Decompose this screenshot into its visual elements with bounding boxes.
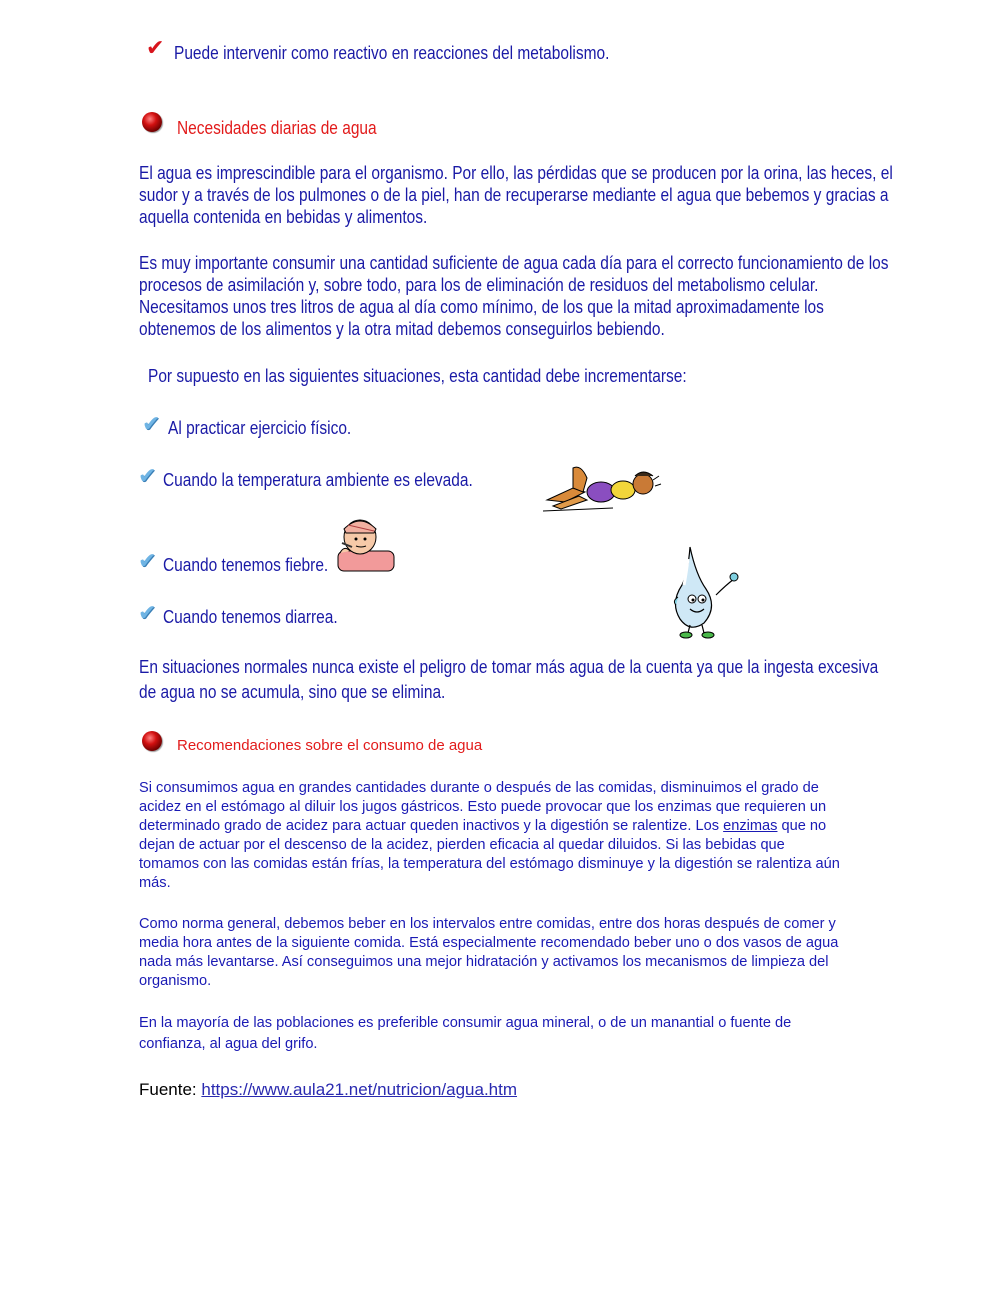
section2-paragraph-2 [139, 915, 929, 991]
text-line: procesos de asimilación y, sobre todo, para los de eliminación de residuos del metabolismo celular. [139, 275, 819, 295]
text-line: obtenemos de los alimentos y la otra mitad debemos conseguirlos bebiendo. [139, 319, 665, 339]
water-drop-illustration [672, 545, 744, 639]
source-link[interactable]: https://www.aula21.net/nutricion/agua.htm [201, 1080, 518, 1099]
situation-item: Cuando tenemos diarrea. [163, 607, 338, 627]
situation-item: Cuando la temperatura ambiente es elevada. [163, 470, 473, 490]
situation-item: Cuando tenemos fiebre. [163, 555, 329, 575]
section1-heading: Necesidades diarias de agua [177, 118, 377, 138]
text-line: Necesitamos unos tres litros de agua al día como mínimo, de los que la mitad aproximadamente los [139, 297, 824, 317]
source-line [139, 1080, 517, 1100]
red-bullet-icon [142, 112, 162, 132]
enzimas-link[interactable]: enzimas [723, 818, 778, 834]
blue-check-icon: ✔ [138, 601, 157, 626]
person-lying-illustration [543, 462, 663, 512]
text-line: aquella contenida en bebidas y alimentos. [139, 207, 428, 227]
sick-person-illustration [334, 515, 398, 573]
text-line: En la mayoría de las poblaciones es preferible consumir agua mineral, o de un manantial o fuente de [139, 1015, 792, 1031]
blue-check-icon: ✔ [138, 464, 157, 489]
text-line: organismo. [139, 973, 212, 989]
section2-heading: Recomendaciones sobre el consumo de agua [177, 737, 483, 754]
section2-paragraph-1 [139, 779, 929, 893]
situation-item: Al practicar ejercicio físico. [168, 418, 352, 438]
text-line: dejan de actuar por el descenso de la acidez, pierden eficacia al quedar diluidos. Si las bebidas que [139, 837, 785, 853]
text-line: más. [139, 875, 171, 891]
red-check-icon: ✔ [146, 36, 165, 61]
text-line [139, 817, 929, 836]
section2-paragraph-3 [139, 1013, 929, 1055]
text-line: tomamos con las comidas están frías, la temperatura del estómago disminuye y la digestión se ralentiza aún [139, 856, 840, 872]
text-line: Si consumimos agua en grandes cantidades durante o después de las comidas, disminuimos el grado de [139, 780, 819, 796]
red-bullet-icon [142, 731, 162, 751]
text-line: Como norma general, debemos beber en los intervalos entre comidas, entre dos horas después de comer y [139, 916, 836, 932]
situations-intro: Por supuesto en las siguientes situaciones, esta cantidad debe incrementarse: [148, 366, 687, 386]
text-line: media hora antes de la siguiente comida. Está especialmente recomendado beber uno o dos vasos de agua [139, 935, 839, 951]
text-line: En situaciones normales nunca existe el peligro de tomar más agua de la cuenta ya que la ingesta excesiva [139, 657, 879, 677]
section1-paragraph-1 [139, 162, 922, 228]
text-line: nada más levantarse. Así conseguimos una mejor hidratación y activamos los mecanismos de limpieza del [139, 954, 829, 970]
section1-paragraph-2 [139, 252, 922, 340]
intro-item-text: Puede intervenir como reactivo en reacciones del metabolismo. [174, 43, 610, 63]
text-line: acidez en el estómago al diluir los jugos gástricos. Esto puede provocar que los enzimas que requieren un [139, 799, 827, 815]
text-fragment: que no [777, 818, 827, 834]
section1-paragraph-3 [139, 655, 922, 705]
text-line: Es muy importante consumir una cantidad suficiente de agua cada día para el correcto funcionamiento de los [139, 253, 889, 273]
text-fragment: determinado grado de acidez para actuar queden inactivos y la digestión se ralentize. Los [139, 818, 724, 834]
text-line: confianza, al agua del grifo. [139, 1036, 318, 1052]
source-label: Fuente: [139, 1080, 202, 1099]
blue-check-icon: ✔ [138, 549, 157, 574]
text-line: El agua es imprescindible para el organismo. Por ello, las pérdidas que se producen por la orina, las heces, el [139, 163, 893, 183]
text-line: sudor y a través de los pulmones o de la piel, han de recuperarse mediante el agua que bebemos y gracias a [139, 185, 889, 205]
blue-check-icon: ✔ [142, 412, 161, 437]
text-line: de agua no se acumula, sino que se elimina. [139, 682, 446, 702]
